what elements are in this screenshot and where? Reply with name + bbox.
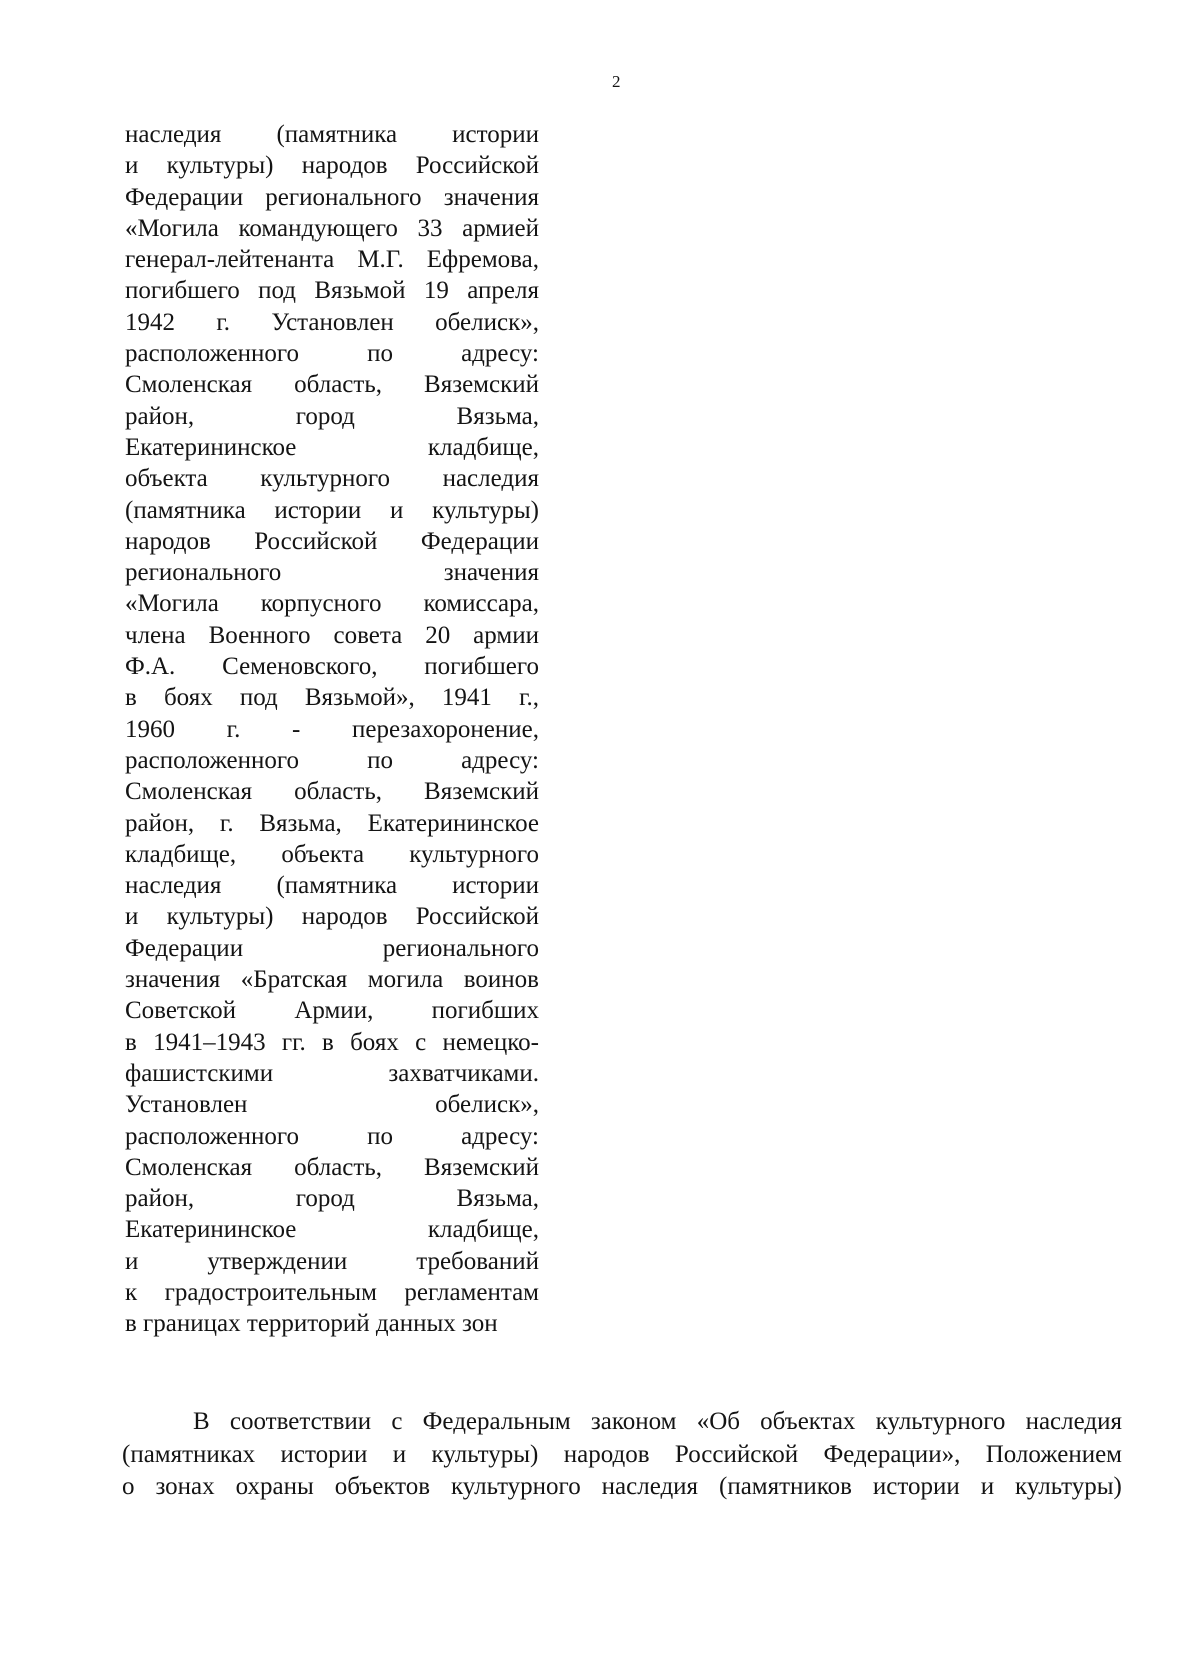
body-line: о зонах охраны объектов культурного наследия (памятников истории и культуры) — [122, 1473, 1122, 1501]
title-line: кладбище, объекта культурного — [125, 840, 539, 868]
title-line: расположенного по адресу: — [125, 746, 539, 774]
title-line: 1960 г. - перезахоронение, — [125, 715, 539, 743]
title-line: погибшего под Вязьмой 19 апреля — [125, 277, 539, 305]
title-line: к градостроительным регламентам — [125, 1278, 539, 1306]
title-line: Смоленская область, Вяземский — [125, 371, 539, 399]
title-line: расположенного по адресу: — [125, 1122, 539, 1150]
title-line: и культуры) народов Российской — [125, 152, 539, 180]
title-line: 1942 г. Установлен обелиск», — [125, 308, 539, 336]
title-line: Ф.А. Семеновского, погибшего — [125, 653, 539, 681]
title-line: Смоленская область, Вяземский — [125, 1153, 539, 1181]
body-line: В соответствии с Федеральным законом «Об объектах культурного наследия — [193, 1408, 1122, 1435]
title-line: фашистскими захватчиками. — [125, 1059, 539, 1087]
title-line: район, город Вязьма, — [125, 1185, 539, 1213]
title-line: Екатерининское кладбище, — [125, 1216, 539, 1244]
title-line: и утверждении требований — [125, 1247, 539, 1275]
title-line: район, город Вязьма, — [125, 402, 539, 430]
title-line: Смоленская область, Вяземский — [125, 778, 539, 806]
title-line: Установлен обелиск», — [125, 1091, 539, 1119]
title-line: и культуры) народов Российской — [125, 903, 539, 931]
title-line: народов Российской Федерации — [125, 527, 539, 555]
title-line: в границах территорий данных зон — [125, 1310, 498, 1338]
title-line: генерал-лейтенанта М.Г. Ефремова, — [125, 246, 539, 274]
title-line: Федерации регионального — [125, 934, 539, 962]
title-line: Екатерининское кладбище, — [125, 433, 539, 461]
document-title-block — [125, 119, 539, 1340]
title-line: в 1941–1943 гг. в боях с немецко- — [125, 1028, 539, 1056]
title-line: «Могила корпусного комиссара, — [125, 590, 539, 618]
title-line: в боях под Вязьмой», 1941 г., — [125, 684, 539, 712]
title-line: расположенного по адресу: — [125, 340, 539, 368]
title-line: наследия (памятника истории — [125, 121, 539, 148]
title-line: «Могила командующего 33 армией — [125, 214, 539, 242]
title-line: (памятника истории и культуры) — [125, 496, 539, 524]
body-paragraph — [122, 1406, 1122, 1504]
page-number: 2 — [612, 72, 621, 91]
title-line: район, г. Вязьма, Екатерининское — [125, 809, 539, 837]
title-line: Федерации регионального значения — [125, 183, 539, 211]
title-line: Советской Армии, погибших — [125, 997, 539, 1025]
body-line: (памятниках истории и культуры) народов Российской Федерации», Положением — [122, 1440, 1122, 1468]
title-line: наследия (памятника истории — [125, 872, 539, 900]
title-line: члена Военного совета 20 армии — [125, 621, 539, 649]
title-line: регионального значения — [125, 559, 539, 587]
title-line: значения «Братская могила воинов — [125, 966, 539, 994]
title-line: объекта культурного наследия — [125, 465, 539, 493]
